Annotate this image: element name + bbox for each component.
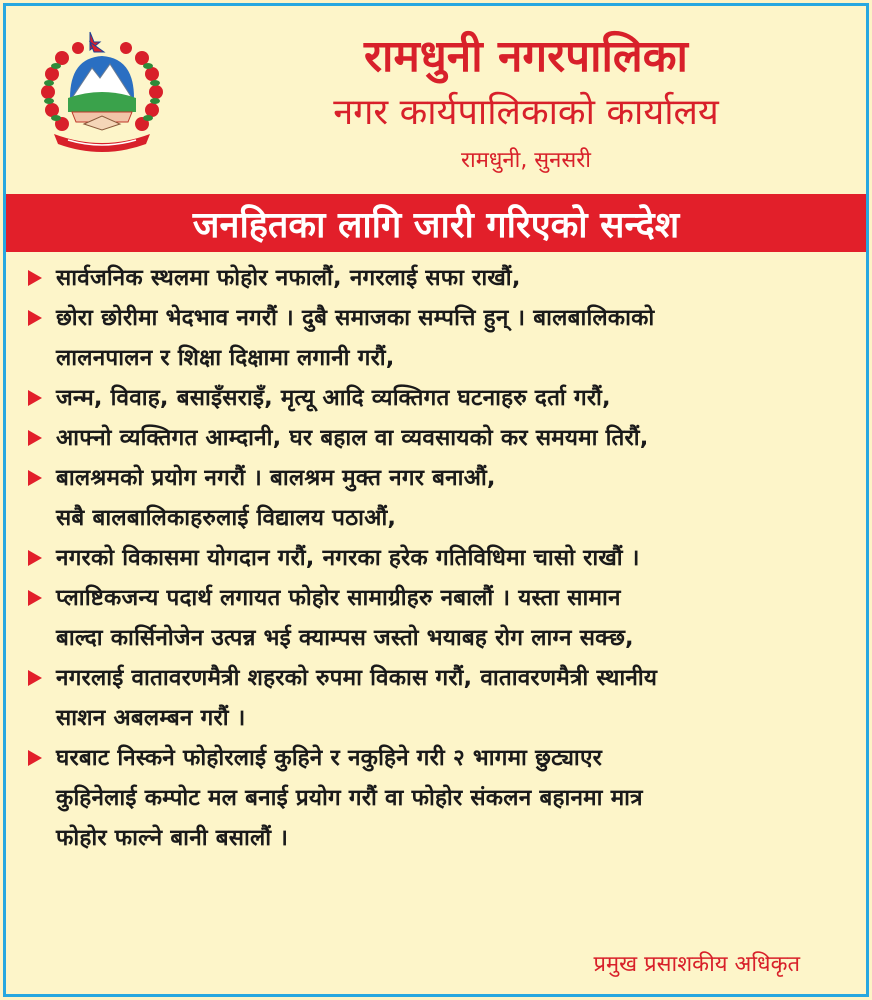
municipality-name: रामधुनी नगरपालिका <box>364 31 688 82</box>
bullet-arrow-icon <box>28 590 42 606</box>
message-line: साशन अबलम्बन गरौं । <box>56 705 246 731</box>
message-item <box>20 538 852 578</box>
message-line: लालनपालन र शिक्षा दिक्षामा लगानी गरौं, <box>56 345 395 371</box>
message-item <box>20 738 852 858</box>
signature-title: प्रमुख प्रसाशकीय अधिकृत <box>593 952 800 977</box>
message-line: बालश्रमको प्रयोग नगरौं । बालश्रम मुक्त नगर बनाऔं, <box>56 465 496 491</box>
message-item <box>20 378 852 418</box>
message-line: जन्म, विवाह, बसाइँसराइँ, मृत्यू आदि व्यक्तिगत घटनाहरु दर्ता गरौं, <box>56 385 611 411</box>
office-name: नगर कार्यपालिकाको कार्यालय <box>333 92 719 133</box>
message-item <box>20 578 852 658</box>
bullet-arrow-icon <box>28 390 42 406</box>
message-line: आफ्नो व्यक्तिगत आम्दानी, घर बहाल वा व्यवसायको कर समयमा तिरौं, <box>56 425 649 451</box>
message-list <box>20 258 852 858</box>
bullet-arrow-icon <box>28 270 42 286</box>
bullet-arrow-icon <box>28 470 42 486</box>
message-item <box>20 258 852 298</box>
message-item <box>20 298 852 378</box>
message-line: नगरको विकासमा योगदान गरौं, नगरका हरेक गतिविधिमा चासो राखौं । <box>56 545 640 571</box>
bullet-arrow-icon <box>28 430 42 446</box>
message-line: नगरलाई वातावरणमैत्री शहरको रुपमा विकास गरौं, वातावरणमैत्री स्थानीय <box>56 665 658 691</box>
bullet-arrow-icon <box>28 310 42 326</box>
message-line: सबै बालबालिकाहरुलाई विद्यालय पठाऔं, <box>56 505 397 531</box>
message-line: बाल्दा कार्सिनोजेन उत्पन्न भई क्याम्पस जस्तो भयाबह रोग लाग्न सक्छ, <box>56 625 634 651</box>
bullet-arrow-icon <box>28 550 42 566</box>
nepal-emblem-icon <box>34 28 170 156</box>
message-line: सार्वजनिक स्थलमा फोहोर नफालौं, नगरलाई सफा राखौं, <box>56 265 521 291</box>
message-item <box>20 658 852 738</box>
message-item <box>20 458 852 538</box>
office-location: रामधुनी, सुनसरी <box>461 148 591 173</box>
message-line: घरबाट निस्कने फोहोरलाई कुहिने र नकुहिने गरी २ भागमा छुट्याएर <box>56 745 602 771</box>
bullet-arrow-icon <box>28 750 42 766</box>
message-line: फोहोर फाल्ने बानी बसालौं । <box>56 825 289 851</box>
notice-title-banner: जनहितका लागि जारी गरिएको सन्देश <box>6 194 866 252</box>
message-line: कुहिनेलाई कम्पोट मल बनाई प्रयोग गरौं वा फोहोर संकलन बहानमा मात्र <box>56 785 643 811</box>
bullet-arrow-icon <box>28 670 42 686</box>
message-line: प्लाष्टिकजन्य पदार्थ लगायत फोहोर सामाग्रीहरु नबालौं । यस्ता सामान <box>56 585 621 611</box>
message-item <box>20 418 852 458</box>
message-line: छोरा छोरीमा भेदभाव नगरौं । दुबै समाजका सम्पत्ति हुन् । बालबालिकाको <box>56 305 655 331</box>
